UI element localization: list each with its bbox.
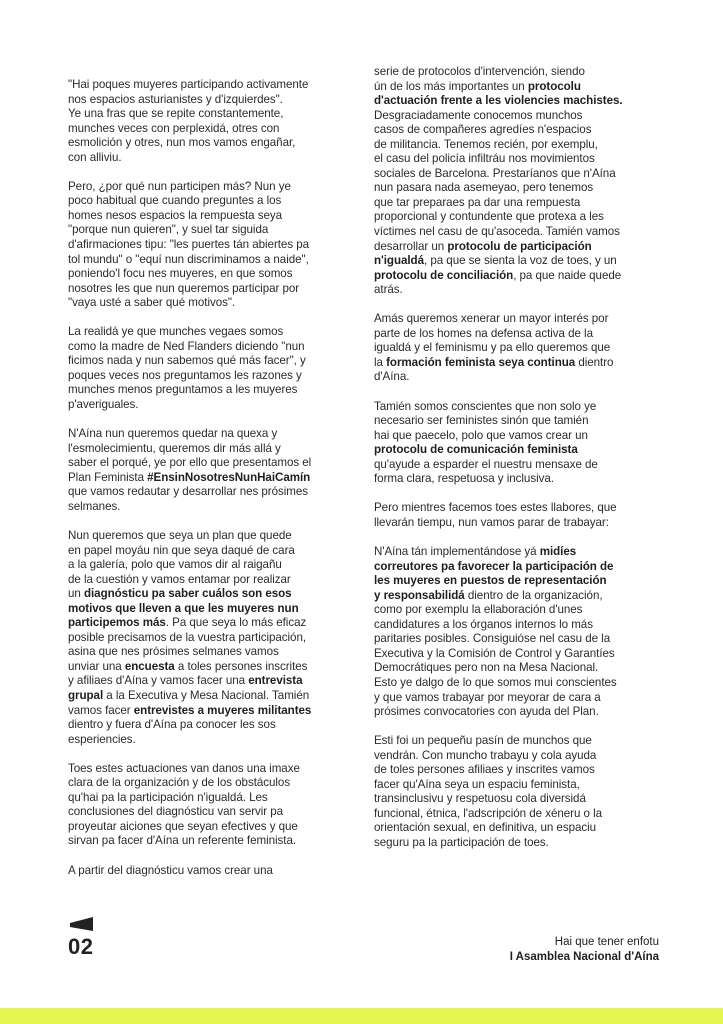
bold-text: entrevistes a muyeres militantes <box>133 703 312 717</box>
text-line <box>68 107 364 122</box>
text-line <box>374 821 670 836</box>
text-line <box>68 122 364 137</box>
right-column <box>374 65 670 865</box>
text-run: hai que paecelo, polo que vamos crear un <box>374 428 588 442</box>
text-run: asina que nes prósimes selmanes vamos <box>68 645 279 659</box>
text-run: prósimes convocatories con ayuda del Plan. <box>374 705 599 719</box>
page-flag-icon <box>68 917 93 931</box>
text-run: facer qu'Aína seya un espaciu feminista, <box>374 777 580 791</box>
text-run: qu'hai pa la participación n'igualdá. Les <box>68 790 268 804</box>
bold-text: d'actuación frente a les violencies machistes. <box>374 94 623 108</box>
text-run: como por exemplu la ellaboración d'unes <box>374 603 583 617</box>
text-line <box>374 80 670 95</box>
text-run: ún de los más importantes un <box>374 79 528 93</box>
text-run: sirvan pa facer d'Aína un referente feminista. <box>68 834 297 848</box>
text-run: homes nesos espacios la rempuesta seya <box>68 208 282 222</box>
bold-text: midíes <box>539 545 577 559</box>
text-line <box>374 283 670 298</box>
text-run: "porque nun quieren", y suel tar siguida <box>68 223 269 237</box>
text-line <box>374 647 670 662</box>
text-run: Plan Feminista <box>68 470 148 484</box>
text-run: forma clara, respetuosa y inclusiva. <box>374 472 554 486</box>
text-run: dientro y fuera d'Aína pa conocer les sos <box>68 718 276 732</box>
text-run: Toes estes actuaciones van danos una imaxe <box>68 761 300 775</box>
text-run: Democrátiques pero non na Mesa Nacional. <box>374 661 599 675</box>
text-line <box>374 65 670 80</box>
text-run: casos de compañeres agredíes n'espacios <box>374 123 592 137</box>
text-line <box>374 458 670 473</box>
text-run: Pero mientres facemos toes estes llabores, que <box>374 501 617 515</box>
text-line <box>374 138 670 153</box>
text-run: dientro <box>575 355 614 369</box>
paragraph <box>374 65 670 298</box>
text-line <box>68 834 364 849</box>
text-run: , pa que se sienta la voz de toes, y un <box>423 254 617 268</box>
text-line <box>68 180 364 195</box>
text-run: esmolición y otres, nun mos vamos engañar, <box>68 136 296 150</box>
text-run: en papel moyáu nin que seya daqué de cara <box>68 543 295 557</box>
text-line <box>68 93 364 108</box>
text-run: nos espacios asturianistes y d'izquierdes". <box>68 92 283 106</box>
text-line <box>68 282 364 297</box>
text-line <box>68 791 364 806</box>
page-number: 02 <box>68 934 94 959</box>
text-line <box>374 545 670 560</box>
text-run: la <box>374 355 387 369</box>
text-line <box>68 805 364 820</box>
text-line <box>374 472 670 487</box>
text-line <box>374 370 670 385</box>
text-line <box>374 676 670 691</box>
paragraph <box>374 400 670 487</box>
text-run: llevarán tiempu, nun vamos parar de trabayar: <box>374 515 609 529</box>
bold-text: motivos que lleven a que les muyeres nun <box>68 601 299 615</box>
text-run: que tar preparaes pa dar una rempuesta <box>374 195 581 209</box>
text-line <box>68 544 364 559</box>
text-line <box>68 718 364 733</box>
text-run: que vamos redautar y desarrollar nes prósimes <box>68 485 309 499</box>
text-run: un <box>68 587 84 601</box>
text-line <box>374 341 670 356</box>
text-run: tol mundu" o "equí nun discriminamos a naide", <box>68 252 309 266</box>
text-run: Ye una fras que se repite constantemente, <box>68 107 284 121</box>
text-run: , pa que naide quede <box>513 268 622 282</box>
text-line <box>68 151 364 166</box>
text-run: d'afirmaciones tipu: "les puertes tán abiertes pa <box>68 238 310 252</box>
paragraph <box>68 762 364 849</box>
text-run: unviar una <box>68 659 125 673</box>
text-run: como la madre de Ned Flanders diciendo "nun <box>68 339 305 353</box>
text-run: nosotres les que nun queremos participar por <box>68 281 300 295</box>
paragraph <box>68 325 364 412</box>
text-line <box>68 762 364 777</box>
text-run: de toles persones afiliaes y inscrites vamos <box>374 763 595 777</box>
text-line <box>68 820 364 835</box>
text-run: y afiliaes d'Aína y vamos facer una <box>68 674 249 688</box>
text-line <box>68 558 364 573</box>
text-line <box>68 194 364 209</box>
text-line <box>68 267 364 282</box>
text-line <box>374 691 670 706</box>
text-line <box>374 705 670 720</box>
text-line <box>374 501 670 516</box>
text-run: paritaries posibles. Consiguióse nel casu de la <box>374 632 611 646</box>
text-line <box>68 456 364 471</box>
text-run: p'averiguales. <box>68 398 139 412</box>
bold-text: #EnsinNosotresNunHaiCamín <box>147 470 311 484</box>
text-run: orientación sexual, en definitiva, un espaciu <box>374 821 597 835</box>
text-run: serie de protocolos d'intervención, siendo <box>374 65 585 78</box>
text-line <box>374 661 670 676</box>
text-run: Tamién somos conscientes que non solo ye <box>374 399 597 413</box>
text-run: N'Aína nun queremos quedar na quexa y <box>68 427 278 441</box>
text-run: candidatures a los órganos internos lo más <box>374 617 593 631</box>
text-run: qu'ayude a esparder el nuestru mensaxe de <box>374 457 598 471</box>
bold-text: protocolu de comunicación feminista <box>374 443 578 457</box>
text-line <box>68 616 364 631</box>
text-run: Esti foi un pequeñu pasín de munchos que <box>374 734 592 748</box>
text-run: dientro de la organización, <box>464 588 603 602</box>
text-line <box>374 632 670 647</box>
text-line <box>68 864 364 879</box>
text-line <box>68 660 364 675</box>
text-line <box>374 574 670 589</box>
text-line <box>374 254 670 269</box>
text-run: desarrollar un <box>374 239 448 253</box>
text-line <box>374 807 670 822</box>
text-line <box>68 645 364 660</box>
paragraph <box>374 501 670 530</box>
text-run: posible precisamos de la vuestra participación, <box>68 630 307 644</box>
bold-text: encuesta <box>124 659 175 673</box>
footer-title: Hai que tener enfotu <box>554 936 659 948</box>
text-run: proyeutar aiciones que seyan efectives y que <box>68 819 298 833</box>
text-run: munches menos preguntamos a les muyeres <box>68 383 298 397</box>
text-run: "vaya usté a saber qué motivos". <box>68 296 236 310</box>
text-line <box>68 340 364 355</box>
left-column <box>68 78 364 893</box>
text-run: el casu del policía infiltráu nos movimientos <box>374 152 595 166</box>
text-run: poniendo'l focu nes muyeres, en que somos <box>68 267 293 281</box>
text-run: de la cuestión y vamos entamar por realizar <box>68 572 291 586</box>
text-line <box>374 152 670 167</box>
text-run: clara de la organización y de los obstáculos <box>68 776 291 790</box>
text-line <box>68 369 364 384</box>
text-line <box>68 223 364 238</box>
text-line <box>374 763 670 778</box>
text-run: Nun queremos que seya un plan que quede <box>68 528 292 542</box>
text-line <box>374 167 670 182</box>
text-run: y que vamos trabayar por meyorar de cara a <box>374 690 601 704</box>
text-line <box>374 94 670 109</box>
text-run: d'Aína. <box>374 370 410 384</box>
text-line <box>374 400 670 415</box>
footer-caption <box>510 935 659 965</box>
text-line <box>68 427 364 442</box>
text-line <box>68 442 364 457</box>
text-line <box>68 674 364 689</box>
text-line <box>374 792 670 807</box>
text-line <box>374 443 670 458</box>
accent-bar <box>0 1008 723 1024</box>
text-line <box>68 485 364 500</box>
text-run: seguru pa la participación de toes. <box>374 835 549 849</box>
text-run: a la Executiva y Mesa Nacional. Tamién <box>103 688 310 702</box>
footer-subtitle: I Asamblea Nacional d'Aína <box>509 951 659 963</box>
text-line <box>374 210 670 225</box>
text-run: transinclusivu y respetuosu cola diversidá <box>374 792 586 806</box>
text-line <box>68 689 364 704</box>
bold-text: diagnósticu pa saber cuálos son esos <box>83 587 292 601</box>
paragraph <box>374 545 670 720</box>
paragraph <box>68 529 364 747</box>
text-run: poco habitual que cuando preguntes a los <box>68 194 282 208</box>
text-run: munches veces con perplexidá, otres con <box>68 121 280 135</box>
text-run: A partir del diagnósticu vamos crear una <box>68 863 273 877</box>
text-line <box>374 618 670 633</box>
bold-text: entrevista <box>248 674 303 688</box>
text-run: Amás queremos xenerar un mayor interés por <box>374 312 609 326</box>
text-line <box>374 778 670 793</box>
text-line <box>68 253 364 268</box>
text-run: proporcional y contundente que protexa a les <box>374 210 604 224</box>
text-line <box>374 181 670 196</box>
text-line <box>68 587 364 602</box>
text-line <box>374 196 670 211</box>
text-run: . Pa que seya lo más eficaz <box>165 616 307 630</box>
bold-text: n'igualdá <box>374 254 424 268</box>
text-run: necesario ser feministes sinón que tamién <box>374 414 589 428</box>
text-run: Esto ye dalgo de lo que somos mui conscientes <box>374 675 617 689</box>
paragraph <box>68 864 364 879</box>
text-line <box>374 225 670 240</box>
text-line <box>374 749 670 764</box>
paragraph <box>68 180 364 311</box>
text-line <box>374 414 670 429</box>
paragraph <box>374 734 670 850</box>
text-run: l'esmolecimientu, queremos dir más allá y <box>68 441 281 455</box>
text-run: funcional, étnica, l'adscripción de xéneru o la <box>374 806 603 820</box>
text-line <box>68 238 364 253</box>
bold-text: protocolu de participación <box>447 239 592 253</box>
bold-text: protocolu de conciliación <box>374 268 514 282</box>
bold-text: correutores pa favorecer la participación de <box>374 559 614 573</box>
text-line <box>68 325 364 340</box>
text-line <box>374 560 670 575</box>
text-run: Pero, ¿por qué nun participen más? Nun ye <box>68 179 291 193</box>
text-run: vendrán. Con muncho trabayu y cola ayuda <box>374 748 597 762</box>
text-line <box>374 327 670 342</box>
text-run: con alliviu. <box>68 150 122 164</box>
text-run: víctimes nel casu de qu'asoceda. Tamién vamos <box>374 225 620 239</box>
text-line <box>374 603 670 618</box>
text-run: N'Aína tán implementándose yá <box>374 545 540 559</box>
text-run: selmanes. <box>68 499 121 513</box>
bold-text: les muyeres en puestos de representación <box>374 574 607 588</box>
text-line <box>374 109 670 124</box>
text-line <box>374 429 670 444</box>
text-line <box>68 136 364 151</box>
text-line <box>374 516 670 531</box>
text-line <box>68 354 364 369</box>
text-line <box>374 589 670 604</box>
text-run: "Hai poques muyeres participando activamente <box>68 78 309 91</box>
bold-text: participemos más <box>68 616 166 630</box>
text-run: poques veces nos preguntamos les razones y <box>68 368 302 382</box>
text-line <box>68 500 364 515</box>
text-run: de militancia. Tenemos recién, por exemplu, <box>374 137 598 151</box>
text-run: saber el porqué, ye por ello que presentamos el <box>68 456 312 470</box>
text-line <box>374 123 670 138</box>
text-run: conclusiones del diagnósticu van servir pa <box>68 805 284 819</box>
text-line <box>68 631 364 646</box>
text-line <box>374 269 670 284</box>
text-run: a la galería, polo que vamos dir al raigañu <box>68 558 282 572</box>
text-line <box>68 296 364 311</box>
text-line <box>68 209 364 224</box>
text-run: Desgraciadamente conocemos munchos <box>374 108 583 122</box>
text-line <box>68 398 364 413</box>
text-line <box>374 734 670 749</box>
text-line <box>374 240 670 255</box>
text-line <box>68 78 364 93</box>
text-line <box>68 383 364 398</box>
text-line <box>68 471 364 486</box>
text-run: nun pasara nada asemeyao, pero tenemos <box>374 181 594 195</box>
text-run: Executiva y la Comisión de Control y Garantíes <box>374 646 615 660</box>
text-run: vamos facer <box>68 703 134 717</box>
text-line <box>68 733 364 748</box>
bold-text: grupal <box>68 688 104 702</box>
paragraph <box>68 78 364 165</box>
text-line <box>68 704 364 719</box>
paragraph <box>68 427 364 514</box>
paragraph <box>374 312 670 385</box>
text-line <box>68 602 364 617</box>
text-run: sociales de Barcelona. Prestaríanos que n'Aína <box>374 166 616 180</box>
text-run: igualdá y el feminismu y pa ello queremos que <box>374 341 611 355</box>
text-run: parte de los homes na defensa activa de la <box>374 326 593 340</box>
text-run: La realidá ye que munches vegaes somos <box>68 325 284 339</box>
text-line <box>68 573 364 588</box>
text-run: esperiencies. <box>68 732 136 746</box>
text-line <box>374 836 670 851</box>
text-line <box>374 356 670 371</box>
text-line <box>68 529 364 544</box>
bold-text: y responsabilidá <box>374 588 465 602</box>
text-line <box>374 312 670 327</box>
bold-text: formación feminista seya continua <box>386 355 576 369</box>
text-run: a toles persones inscrites <box>174 659 308 673</box>
text-run: atrás. <box>374 283 403 297</box>
text-run: ficimos nada y nun sabemos qué más facer", y <box>68 354 306 368</box>
text-line <box>68 776 364 791</box>
bold-text: protocolu <box>527 79 581 93</box>
